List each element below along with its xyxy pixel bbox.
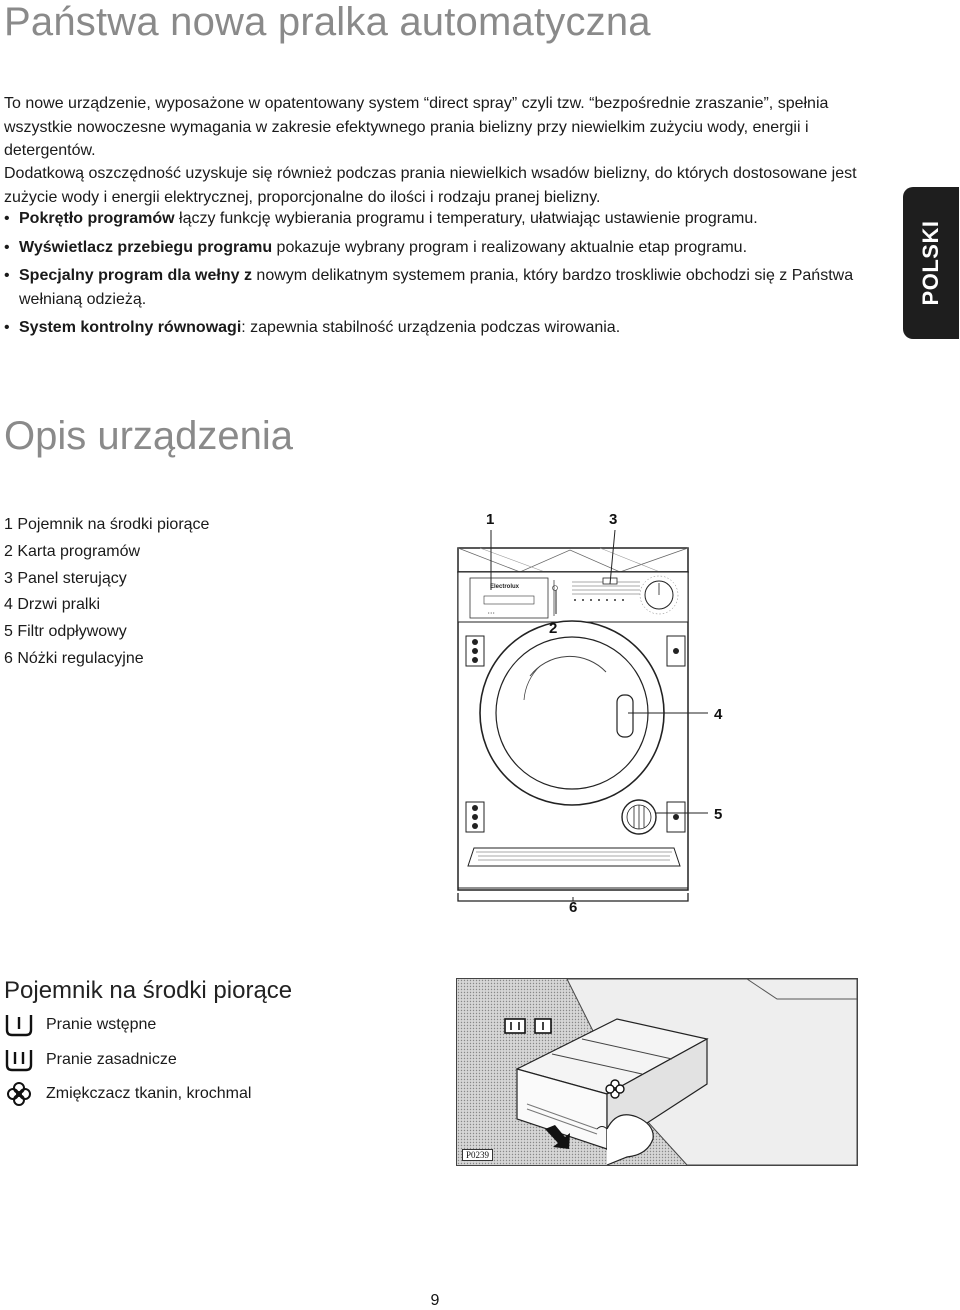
feature-text: : zapewnia stabilność urządzenia podczas wirowania.	[241, 319, 621, 336]
softener-flower-icon	[4, 1081, 34, 1107]
legend-item	[4, 1077, 251, 1112]
page-title: Państwa nowa pralka automatyczna	[4, 0, 651, 44]
svg-text:• • •: • • •	[488, 610, 495, 615]
part-item: 3 Panel sterujący	[4, 569, 127, 587]
feature-text: pokazuje wybrany program i realizowany aktualnie etap programu.	[272, 238, 748, 256]
language-tab-label: POLSKI	[918, 220, 943, 306]
legend-label: Pranie zasadnicze	[46, 1050, 177, 1068]
feature-text: łączy funkcję wybierania programu i temperatury, ułatwiając ustawienie programu.	[174, 210, 758, 227]
drawer-drawing	[457, 979, 857, 1165]
prewash-compartment-icon	[4, 1012, 34, 1038]
legend-label: Zmiękczacz tkanin, krochmal	[46, 1085, 252, 1103]
feature-item	[4, 236, 884, 260]
part-item: 5 Filtr odpływowy	[4, 623, 127, 641]
part-item: 2 Karta programów	[4, 542, 141, 560]
intro-paragraph-2: Dodatkową oszczędność uzyskuje się również podczas prania niewielkich wsadów bielizny, do których dostosowane jest zużycie wody i energii elektrycznej, proporcjonalne do ilości i rodzaju pranej bielizny.	[4, 165, 857, 206]
feature-list	[4, 207, 884, 345]
callout-4: 4	[714, 706, 723, 723]
legend-item	[4, 1008, 251, 1043]
dispenser-drawer-illustration	[456, 978, 858, 1166]
washing-machine-diagram	[440, 500, 760, 920]
callout-5: 5	[714, 806, 723, 823]
intro-paragraph-1: To nowe urządzenie, wyposażone w opatentowany system “direct spray” czyli tzw. “bezpośrednie zraszanie”, spełnia wszystkie nowoczesne wymagania w zakresie efektywnego prania bielizny przy niewielkim zużyciu wody, energii i detergentów.	[4, 95, 829, 159]
callout-6: 6	[569, 899, 578, 916]
page-number: 9	[430, 1292, 440, 1309]
callout-2: 2	[549, 620, 558, 637]
language-tab	[903, 187, 959, 339]
part-item: 1 Pojemnik na środki piorące	[4, 516, 210, 533]
part-item: 6 Nóżki regulacyjne	[4, 649, 144, 667]
feature-item	[4, 207, 884, 231]
section-title-dispenser: Pojemnik na środki piorące	[4, 977, 293, 1004]
feature-item	[4, 316, 884, 340]
drain-filter	[622, 800, 656, 834]
callout-3: 3	[609, 511, 618, 528]
legend-item	[4, 1043, 251, 1078]
brand-logo: Electrolux	[490, 584, 520, 590]
parts-list	[4, 512, 209, 673]
feature-name: Pokrętło programów	[19, 210, 175, 227]
callout-1: 1	[486, 511, 495, 528]
feature-name: System kontrolny równowagi	[19, 319, 242, 336]
feature-name: Wyświetlacz przebiegu programu	[19, 238, 273, 256]
figure-code: P0239	[462, 1149, 493, 1161]
feature-name: Specjalny program dla wełny z	[19, 267, 252, 284]
feature-item	[4, 264, 884, 311]
dispenser-legend	[4, 1008, 251, 1112]
legend-label: Pranie wstępne	[46, 1016, 157, 1034]
feature-text: nowym delikatnym systemem prania, który bardzo troskliwie obchodzi się z Państwa wełnianą odzieżą.	[19, 267, 854, 308]
section-title-description: Opis urządzenia	[4, 414, 294, 458]
main-wash-compartment-icon	[4, 1047, 34, 1073]
part-item: 4 Drzwi pralki	[4, 596, 101, 614]
